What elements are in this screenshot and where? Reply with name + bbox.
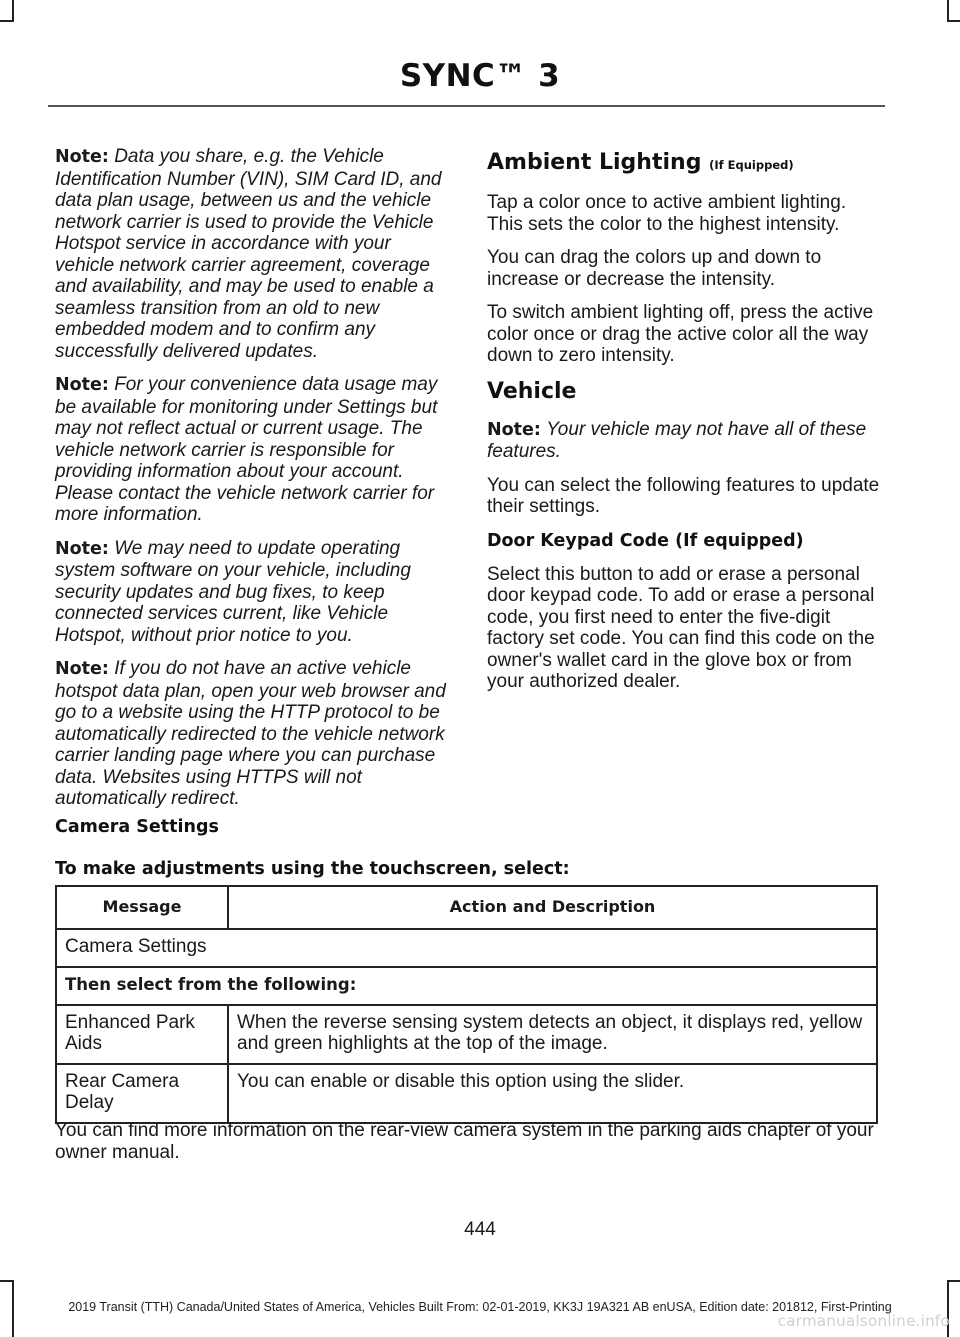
heading-text: Ambient Lighting <box>487 150 702 175</box>
note-label: Note: <box>55 538 109 559</box>
camera-instruction: To make adjustments using the touchscreen, select: <box>55 859 570 879</box>
ambient-lighting-heading <box>487 150 882 178</box>
table-subheading: Then select from the following: <box>56 967 877 1005</box>
camera-settings-heading: Camera Settings <box>55 817 219 837</box>
page-number: 444 <box>464 1219 496 1240</box>
table-cell-message: Rear Camera Delay <box>56 1064 228 1123</box>
vehicle-heading: Vehicle <box>487 378 577 404</box>
edition-footer: 2019 Transit (TTH) Canada/United States of America, Vehicles Built From: 02-01-2019, KK3J 19A321 AB enUSA, Edition date: 201812, First-Printing <box>68 1300 892 1314</box>
column-header-message: Message <box>56 886 228 929</box>
left-column <box>55 146 450 822</box>
door-keypad-heading: Door Keypad Code (If equipped) <box>487 530 804 551</box>
table-cell-description: You can enable or disable this option using the slider. <box>228 1064 877 1123</box>
note-paragraph <box>55 658 450 810</box>
note-text: We may need to update operating system software on your vehicle, including security updates and bug fixes, to keep connected services current, like Vehicle Hotspot, without prior notice to you. <box>55 537 411 646</box>
table-row <box>56 1005 877 1064</box>
body-paragraph: Select this button to add or erase a personal door keypad code. To add or erase a personal code, you first need to enter the five-digit factory set code. You can find this code on the owner's wallet card in the glove box or from your authorized dealer. <box>487 563 875 692</box>
note-paragraph <box>55 538 450 647</box>
table-cell-message: Enhanced Park Aids <box>56 1005 228 1064</box>
note-label: Note: <box>55 659 109 679</box>
watermark: carmanualsonline.info <box>777 1312 950 1330</box>
crop-mark <box>12 0 14 22</box>
camera-settings-table <box>55 885 878 1124</box>
note-text: Data you share, e.g. the Vehicle Identification Number (VIN), SIM Card ID, and data plan usage, between us and the vehicle network carrier is used to provide the Vehicle Hotspot service in accordance with your vehicle network carrier agreement, coverage and availability, and may be used to enable a seamless transition from an old to new embedded modem and to confirm any successfully delivered updates. <box>55 146 442 362</box>
body-paragraph: You can select the following features to update their settings. <box>487 474 880 517</box>
body-paragraph: You can drag the colors up and down to increase or decrease the intensity. <box>487 247 822 290</box>
crop-mark <box>947 20 960 22</box>
crop-mark <box>947 0 949 22</box>
note-text: If you do not have an active vehicle hotspot data plan, open your web browser and go to a website using the HTTP protocol to be automatically redirected to the vehicle network carrier landing page where you can purchase data. Websites using HTTPS will not automatically redirect. <box>55 658 446 809</box>
note-text: For your convenience data usage may be available for monitoring under Settings but may not reflect actual or current usage. The vehicle network carrier is responsible for providing information about your account. Please contact the vehicle network carrier for more information. <box>55 374 438 525</box>
crop-mark <box>947 1280 960 1282</box>
crop-mark <box>0 20 14 22</box>
note-paragraph <box>55 374 450 526</box>
table-header-row <box>56 886 877 929</box>
note-label: Note: <box>487 419 541 440</box>
note-paragraph <box>55 146 450 362</box>
heading-qualifier: (If Equipped) <box>709 158 794 172</box>
table-row <box>56 929 877 967</box>
body-paragraph: To switch ambient lighting off, press the active color once or drag the active color all the way down to zero intensity. <box>487 302 874 366</box>
page-title: SYNC™ 3 <box>399 58 561 94</box>
note-paragraph <box>487 419 882 463</box>
crop-mark <box>0 1280 14 1282</box>
table-cell: Camera Settings <box>56 929 877 967</box>
column-header-action: Action and Description <box>228 886 877 929</box>
note-label: Note: <box>55 375 109 395</box>
right-column <box>487 146 882 705</box>
note-label: Note: <box>55 147 109 167</box>
note-text: Your vehicle may not have all of these features. <box>487 418 867 462</box>
body-paragraph: Tap a color once to active ambient lighting. This sets the color to the highest intensity. <box>487 192 847 235</box>
table-row <box>56 1064 877 1123</box>
table-cell-description: When the reverse sensing system detects an object, it displays red, yellow and green highlights at the top of the image. <box>228 1005 877 1064</box>
body-paragraph: You can find more information on the rear-view camera system in the parking aids chapter of your owner manual. <box>55 1120 874 1163</box>
table-row <box>56 967 877 1005</box>
header-divider <box>48 105 885 107</box>
